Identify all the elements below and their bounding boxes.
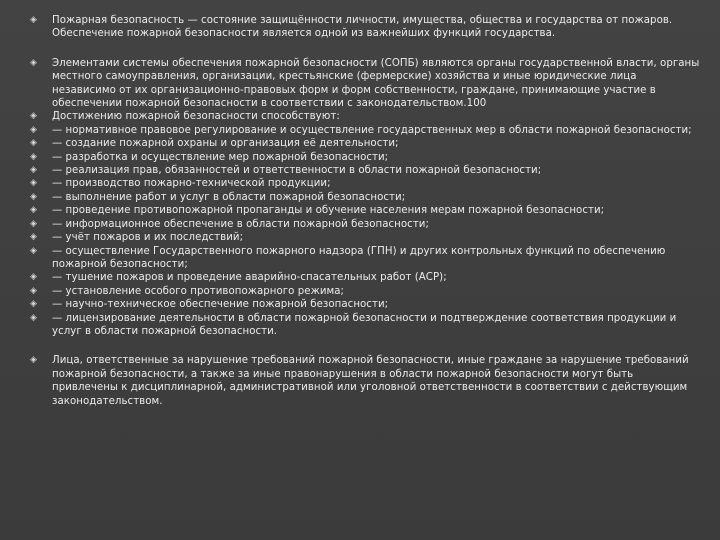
bullet-item — [30, 218, 700, 231]
bullet-text: — нормативное правовое регулирование и осуществление государственных мер в области пожарной безопасности; — [52, 124, 692, 136]
bullet-marker-icon: ◈ — [30, 151, 37, 162]
bullet-text: — реализация прав, обязанностей и ответственности в области пожарной безопасности; — [52, 165, 542, 177]
bullet-marker-icon: ◈ — [30, 218, 37, 229]
bullet-marker-icon: ◈ — [30, 232, 37, 243]
bullet-marker-icon: ◈ — [30, 312, 37, 323]
bullet-text: — информационное обеспечение в области пожарной безопасности; — [52, 218, 429, 230]
bullet-text: — создание пожарной охраны и организация её деятельности; — [52, 138, 399, 150]
bullet-text: Достижению пожарной безопасности способствуют: — [52, 111, 340, 123]
bullet-marker-icon: ◈ — [30, 57, 37, 68]
bullet-text: Элементами системы обеспечения пожарной безопасности (СОПБ) являются органы государственной власти, органы местного самоуправления, организации, крестьянские (фермерские) хозяйства и иные юридические лица независимо от их организационно-правовых форм и форм собственности, граждане, принимающие участие в обеспечении пожарной безопасности в соответствии с законодательством.100 — [52, 57, 700, 110]
bullet-item — [30, 191, 700, 204]
bullet-marker-icon: ◈ — [30, 191, 37, 202]
bullet-marker-icon: ◈ — [30, 165, 37, 176]
bullet-marker-icon: ◈ — [30, 124, 37, 135]
bullet-item — [30, 271, 700, 284]
bullet-item — [30, 124, 700, 137]
bullet-item — [30, 245, 700, 272]
bullet-item — [30, 204, 700, 217]
bullet-text: — установление особого противопожарного режима; — [52, 285, 344, 297]
bullet-marker-icon: ◈ — [30, 205, 37, 216]
bullet-text: — производство пожарно-технической продукции; — [52, 178, 331, 190]
bullet-marker-icon: ◈ — [30, 138, 37, 149]
bullet-text: Пожарная безопасность — состояние защищённости личности, имущества, общества и государства от пожаров. Обеспечение пожарной безопасности является одной из важнейших функций государства. — [52, 15, 673, 40]
bullet-marker-icon: ◈ — [30, 245, 37, 256]
bullet-item — [30, 177, 700, 190]
bullet-marker-icon: ◈ — [30, 15, 37, 25]
bullet-item — [30, 164, 700, 177]
bullet-item — [30, 14, 700, 41]
bullet-marker-icon: ◈ — [30, 111, 37, 122]
bullet-text: — тушение пожаров и проведение аварийно-спасательных работ (АСР); — [52, 272, 447, 284]
bullet-item — [30, 285, 700, 298]
bullet-text: — лицензирование деятельности в области пожарной безопасности и подтверждение соответствия продукции и услуг в области пожарной безопасности. — [52, 312, 677, 337]
bullet-marker-icon: ◈ — [30, 299, 37, 310]
bullet-marker-icon: ◈ — [30, 178, 37, 189]
bullet-item — [30, 137, 700, 150]
bullet-text: Лица, ответственные за нарушение требований пожарной безопасности, иные граждане за нарушение требований пожарной безопасности, а также за иные правонарушения в области пожарной безопасности могут быть привлечены к дисциплинарной, административной или уголовной ответственности в соответствии с действующим законодательством. — [52, 355, 689, 407]
bullet-item — [30, 298, 700, 311]
bullet-text: — научно-техническое обеспечение пожарной безопасности; — [52, 299, 389, 311]
bullet-marker-icon: ◈ — [30, 285, 37, 296]
bullet-text: — разработка и осуществление мер пожарной безопасности; — [52, 151, 389, 163]
bullet-marker-icon: ◈ — [30, 355, 37, 366]
bullet-list — [30, 14, 700, 408]
bullet-item — [30, 110, 700, 123]
bullet-text: — проведение противопожарной пропаганды и обучение населения мерам пожарной безопасности; — [52, 205, 605, 217]
bullet-marker-icon: ◈ — [30, 272, 37, 283]
bullet-text: — учёт пожаров и их последствий; — [52, 232, 244, 244]
bullet-text: — выполнение работ и услуг в области пожарной безопасности; — [52, 191, 406, 203]
bullet-item — [30, 312, 700, 339]
bullet-item — [30, 231, 700, 244]
bullet-item — [30, 151, 700, 164]
bullet-item — [30, 57, 700, 111]
bullet-text: — осуществление Государственного пожарного надзора (ГПН) и других контрольных функций по обеспечению пожарной безопасности; — [52, 245, 666, 270]
bullet-item — [30, 354, 700, 408]
